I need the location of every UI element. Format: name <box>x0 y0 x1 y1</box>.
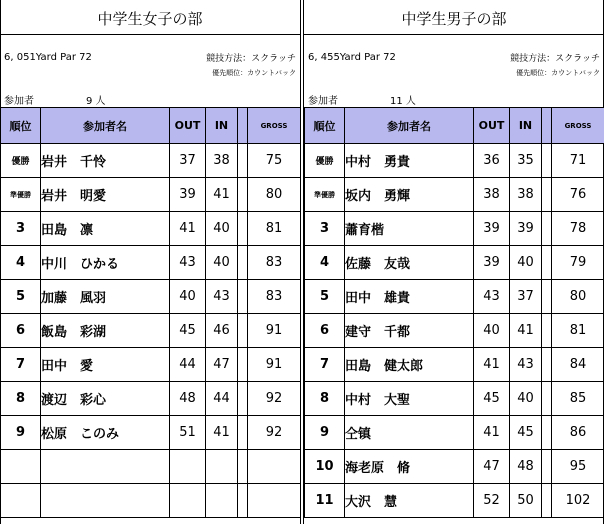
gross-score: 83 <box>248 280 301 314</box>
rank-cell: 9 <box>1 416 41 450</box>
player-name: 田島 健太郎 <box>345 348 474 382</box>
blank-cell <box>542 144 552 178</box>
in-score: 43 <box>206 280 238 314</box>
out-score: 45 <box>170 314 206 348</box>
in-score: 41 <box>206 178 238 212</box>
table-row <box>1 144 301 178</box>
rank-cell: 9 <box>305 416 345 450</box>
blank-cell <box>542 484 552 518</box>
rank-cell: 5 <box>1 280 41 314</box>
in-score: 40 <box>206 212 238 246</box>
header-name: 参加者名 <box>41 108 170 144</box>
table-row <box>305 280 604 314</box>
in-score: 39 <box>510 212 542 246</box>
gross-score: 85 <box>552 382 604 416</box>
in-score: 38 <box>206 144 238 178</box>
in-score: 40 <box>206 246 238 280</box>
header-in: IN <box>510 108 542 144</box>
out-score: 37 <box>170 144 206 178</box>
blank-cell <box>238 484 248 518</box>
header-blank <box>238 108 248 144</box>
rank-cell: 5 <box>305 280 345 314</box>
gross-score: 81 <box>552 314 604 348</box>
gross-score: 91 <box>248 314 301 348</box>
header-rank: 順位 <box>1 108 41 144</box>
blank-cell <box>238 280 248 314</box>
in-score: 40 <box>510 246 542 280</box>
out-score: 41 <box>474 416 510 450</box>
rank-cell: 4 <box>305 246 345 280</box>
in-score: 37 <box>510 280 542 314</box>
table-row <box>305 212 604 246</box>
gross-score: 78 <box>552 212 604 246</box>
rank-cell <box>1 484 41 518</box>
rank-cell: 11 <box>305 484 345 518</box>
player-name: 中村 勇貴 <box>345 144 474 178</box>
table-row <box>1 382 301 416</box>
blank-cell <box>542 382 552 416</box>
gross-score: 91 <box>248 348 301 382</box>
entrants-count: 9 人 <box>86 96 106 107</box>
rank-cell: 7 <box>305 348 345 382</box>
in-score: 47 <box>206 348 238 382</box>
rank-cell: 8 <box>305 382 345 416</box>
table-row <box>1 246 301 280</box>
table-row <box>305 484 604 518</box>
gross-score: 102 <box>552 484 604 518</box>
out-score: 40 <box>170 280 206 314</box>
blank-cell <box>542 212 552 246</box>
gross-score: 92 <box>248 416 301 450</box>
blank-cell <box>542 178 552 212</box>
results-body <box>305 144 604 518</box>
in-score: 41 <box>510 314 542 348</box>
in-score: 45 <box>510 416 542 450</box>
rank-cell <box>1 450 41 484</box>
entrants <box>4 92 106 107</box>
table-row <box>1 280 301 314</box>
results-table <box>304 107 604 518</box>
entrants-count: 11 人 <box>390 96 416 107</box>
in-score: 40 <box>510 382 542 416</box>
rank-cell: 3 <box>305 212 345 246</box>
player-name <box>41 484 170 518</box>
rank-cell: 4 <box>1 246 41 280</box>
gross-score: 92 <box>248 382 301 416</box>
out-score: 41 <box>474 348 510 382</box>
rank-cell: 準優勝 <box>305 178 345 212</box>
out-score: 47 <box>474 450 510 484</box>
competition-method: 競技方法：スクラッチ <box>510 54 600 64</box>
tiebreak-priority: 優先順位：カウントバック <box>516 69 600 77</box>
blank-cell <box>542 246 552 280</box>
gross-score: 81 <box>248 212 301 246</box>
gross-score: 95 <box>552 450 604 484</box>
gross-score: 75 <box>248 144 301 178</box>
yardage-par: 6, 455Yard Par 72 <box>308 52 396 63</box>
table-row <box>305 314 604 348</box>
out-score: 45 <box>474 382 510 416</box>
player-name: 岩井 明愛 <box>41 178 170 212</box>
gross-score <box>248 484 301 518</box>
table-row <box>305 450 604 484</box>
out-score: 40 <box>474 314 510 348</box>
entrants-label: 参加者 <box>4 96 34 107</box>
in-score: 46 <box>206 314 238 348</box>
gross-score: 71 <box>552 144 604 178</box>
panel-title: 中学生男子の部 <box>304 4 604 35</box>
player-name: 田中 雄貴 <box>345 280 474 314</box>
in-score: 35 <box>510 144 542 178</box>
blank-cell <box>238 246 248 280</box>
player-name: 仝镇 <box>345 416 474 450</box>
out-score: 41 <box>170 212 206 246</box>
rank-cell: 8 <box>1 382 41 416</box>
competition-method: 競技方法：スクラッチ <box>206 54 296 64</box>
gross-score: 79 <box>552 246 604 280</box>
in-score: 48 <box>510 450 542 484</box>
yardage-par: 6, 051Yard Par 72 <box>4 52 92 63</box>
header-out: OUT <box>474 108 510 144</box>
rank-cell: 優勝 <box>305 144 345 178</box>
header-name: 参加者名 <box>345 108 474 144</box>
blank-cell <box>542 450 552 484</box>
out-score <box>170 484 206 518</box>
out-score: 51 <box>170 416 206 450</box>
results-table <box>0 107 301 518</box>
header-rank: 順位 <box>305 108 345 144</box>
header-out: OUT <box>170 108 206 144</box>
player-name <box>41 450 170 484</box>
blank-cell <box>238 450 248 484</box>
gross-score: 86 <box>552 416 604 450</box>
out-score: 39 <box>474 212 510 246</box>
header-gross: GROSS <box>552 108 604 144</box>
gross-score <box>248 450 301 484</box>
player-name: 加藤 風羽 <box>41 280 170 314</box>
in-score: 44 <box>206 382 238 416</box>
out-score: 48 <box>170 382 206 416</box>
blank-cell <box>238 144 248 178</box>
blank-cell <box>238 348 248 382</box>
in-score: 41 <box>206 416 238 450</box>
player-name: 蕭育楷 <box>345 212 474 246</box>
table-row <box>1 348 301 382</box>
blank-cell <box>238 178 248 212</box>
table-row <box>305 348 604 382</box>
in-score <box>206 450 238 484</box>
gross-score: 80 <box>248 178 301 212</box>
rank-cell: 優勝 <box>1 144 41 178</box>
out-score: 36 <box>474 144 510 178</box>
in-score: 38 <box>510 178 542 212</box>
player-name: 海老原 脩 <box>345 450 474 484</box>
rank-cell: 6 <box>1 314 41 348</box>
panel-boys <box>304 0 604 524</box>
player-name: 田島 凛 <box>41 212 170 246</box>
table-row <box>305 246 604 280</box>
player-name: 松原 このみ <box>41 416 170 450</box>
header-gross: GROSS <box>248 108 301 144</box>
in-score: 43 <box>510 348 542 382</box>
panel-girls <box>0 0 300 524</box>
table-row <box>1 178 301 212</box>
gross-score: 80 <box>552 280 604 314</box>
rank-cell: 10 <box>305 450 345 484</box>
in-score: 50 <box>510 484 542 518</box>
blank-cell <box>238 382 248 416</box>
player-name: 田中 愛 <box>41 348 170 382</box>
player-name: 渡辺 彩心 <box>41 382 170 416</box>
rank-cell: 3 <box>1 212 41 246</box>
blank-cell <box>238 314 248 348</box>
panel-title: 中学生女子の部 <box>0 4 300 35</box>
results-body <box>1 144 301 518</box>
player-name: 中川 ひかる <box>41 246 170 280</box>
gross-score: 84 <box>552 348 604 382</box>
header-in: IN <box>206 108 238 144</box>
table-row <box>1 314 301 348</box>
out-score <box>170 450 206 484</box>
gross-score: 83 <box>248 246 301 280</box>
out-score: 44 <box>170 348 206 382</box>
player-name: 岩井 千怜 <box>41 144 170 178</box>
out-score: 43 <box>474 280 510 314</box>
table-row <box>1 450 301 484</box>
out-score: 39 <box>474 246 510 280</box>
out-score: 38 <box>474 178 510 212</box>
player-name: 大沢 慧 <box>345 484 474 518</box>
table-row <box>305 144 604 178</box>
player-name: 坂内 勇輝 <box>345 178 474 212</box>
entrants-label: 参加者 <box>308 96 338 107</box>
table-row <box>305 416 604 450</box>
table-row <box>1 416 301 450</box>
blank-cell <box>542 348 552 382</box>
player-name: 佐藤 友哉 <box>345 246 474 280</box>
player-name: 飯島 彩湖 <box>41 314 170 348</box>
rank-cell: 7 <box>1 348 41 382</box>
table-row <box>1 212 301 246</box>
player-name: 中村 大聖 <box>345 382 474 416</box>
tiebreak-priority: 優先順位：カウントバック <box>212 69 296 77</box>
header-blank <box>542 108 552 144</box>
out-score: 52 <box>474 484 510 518</box>
table-row <box>305 178 604 212</box>
blank-cell <box>238 416 248 450</box>
entrants <box>308 92 416 107</box>
out-score: 43 <box>170 246 206 280</box>
header-row <box>305 108 604 144</box>
header-row <box>1 108 301 144</box>
gross-score: 76 <box>552 178 604 212</box>
rank-cell: 6 <box>305 314 345 348</box>
blank-cell <box>542 280 552 314</box>
out-score: 39 <box>170 178 206 212</box>
player-name: 建守 千都 <box>345 314 474 348</box>
blank-cell <box>238 212 248 246</box>
table-row <box>305 382 604 416</box>
blank-cell <box>542 314 552 348</box>
table-row <box>1 484 301 518</box>
in-score <box>206 484 238 518</box>
rank-cell: 準優勝 <box>1 178 41 212</box>
blank-cell <box>542 416 552 450</box>
